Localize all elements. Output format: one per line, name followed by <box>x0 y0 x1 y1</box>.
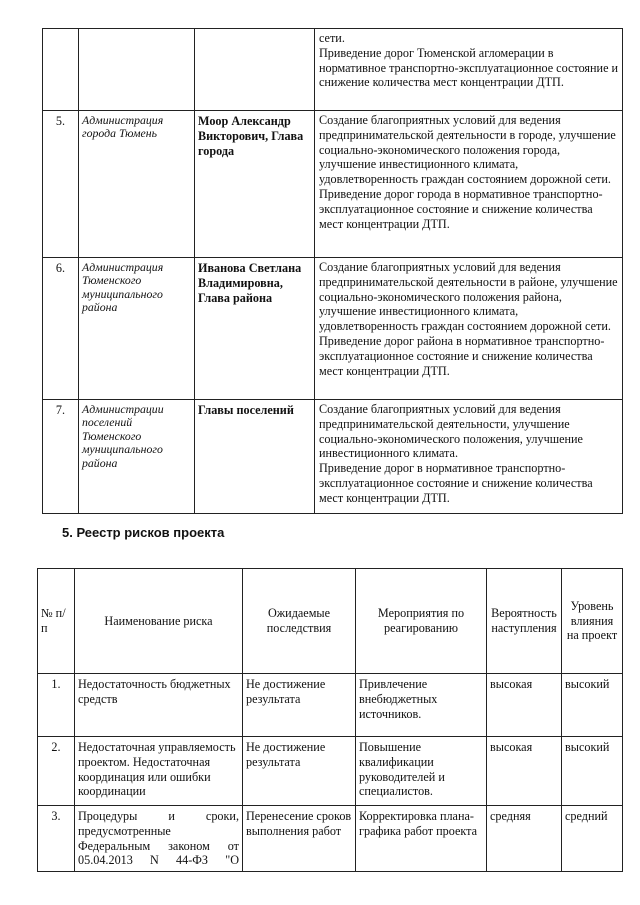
risk-name: Процедуры и сроки, предусмотренные Федеральным законом от 05.04.2013 N 44-ФЗ "О <box>75 806 243 872</box>
header-impact: Уровень влияния на проект <box>562 569 623 674</box>
risk-name: Недостаточность бюджетных средств <box>75 674 243 737</box>
header-measures: Мероприятия по реагированию <box>356 569 487 674</box>
interests-line: Создание благоприятных условий для ведения предпринимательской деятельности в городе, улучшение социально-экономического положения города, улучшение инвестиционного климата, удовлетворенность граждан состоянием дорожной сети. <box>319 113 616 187</box>
interests-line: Создание благоприятных условий для ведения предпринимательской деятельности, улучшение социально-экономического положения, улучшение инвестиционного климата. <box>319 402 583 461</box>
interests-line: Приведение дорог района в нормативное транспортно-эксплуатационное состояние и снижение количества мест концентрации ДТП. <box>319 333 605 378</box>
responsible-person: Иванова Светлана Владимировна, Глава района <box>195 258 315 400</box>
risk-measures: Корректировка плана-графика работ проекта <box>356 806 487 872</box>
risk-impact: высокий <box>562 674 623 737</box>
risk-probability: средняя <box>487 806 562 872</box>
row-number: 2. <box>38 737 75 806</box>
interests <box>315 29 623 111</box>
risk-probability: высокая <box>487 737 562 806</box>
header-risk-name: Наименование риска <box>75 569 243 674</box>
responsible-person: Главы поселений <box>195 400 315 514</box>
risk-measures: Привлечение внебюджетных источников. <box>356 674 487 737</box>
interests <box>315 111 623 258</box>
header-probability: Вероятность наступления <box>487 569 562 674</box>
responsible-person: Моор Александр Викторович, Глава города <box>195 111 315 258</box>
organization: Администрация Тюменского муниципального района <box>79 258 195 400</box>
row-number: 6. <box>43 258 79 400</box>
section-heading: 5. Реестр рисков проекта <box>62 525 225 540</box>
table-row <box>43 29 623 111</box>
interests-line: Приведение дорог Тюменской агломерации в нормативное транспортно-эксплуатационное состояние и снижение количества мест концентрации ДТП. <box>319 45 619 90</box>
responsible-person <box>195 29 315 111</box>
row-number: 5. <box>43 111 79 258</box>
table-row <box>38 674 623 737</box>
risk-name: Недостаточная управляемость проектом. Недостаточная координация или ошибки координации <box>75 737 243 806</box>
stakeholders-table <box>42 28 623 514</box>
header-consequences: Ожидаемые последствия <box>243 569 356 674</box>
row-number: 1. <box>38 674 75 737</box>
table-row <box>38 737 623 806</box>
risk-probability: высокая <box>487 674 562 737</box>
header-num: № п/п <box>38 569 75 674</box>
interests-line: сети. <box>319 31 345 45</box>
table-header-row <box>38 569 623 674</box>
interests-line: Создание благоприятных условий для ведения предпринимательской деятельности в районе, улучшение социально-экономического положения района, улучшение инвестиционного климата, удовлетворенность граждан состоянием дорожной сети. <box>319 260 618 334</box>
organization: Администрации поселений Тюменского муниципального района <box>79 400 195 514</box>
risk-impact: средний <box>562 806 623 872</box>
interests-line: Приведение дорог города в нормативное транспортно-эксплуатационное состояние и снижение количества мест концентрации ДТП. <box>319 186 603 231</box>
risk-register-table <box>37 568 623 872</box>
row-number <box>43 29 79 111</box>
risk-consequences: Не достижение результата <box>243 737 356 806</box>
table-row <box>43 111 623 258</box>
organization: Администрация города Тюмень <box>79 111 195 258</box>
risk-measures: Повышение квалификации руководителей и специалистов. <box>356 737 487 806</box>
interests <box>315 258 623 400</box>
organization <box>79 29 195 111</box>
table-row <box>43 400 623 514</box>
risk-consequences: Не достижение результата <box>243 674 356 737</box>
risk-consequences: Перенесение сроков выполнения работ <box>243 806 356 872</box>
row-number: 3. <box>38 806 75 872</box>
interests-line: Приведение дорог в нормативное транспортно-эксплуатационное состояние и снижение количества мест концентрации ДТП. <box>319 461 593 505</box>
table-row <box>38 806 623 872</box>
interests <box>315 400 623 514</box>
table-row <box>43 258 623 400</box>
row-number: 7. <box>43 400 79 514</box>
risk-impact: высокий <box>562 737 623 806</box>
